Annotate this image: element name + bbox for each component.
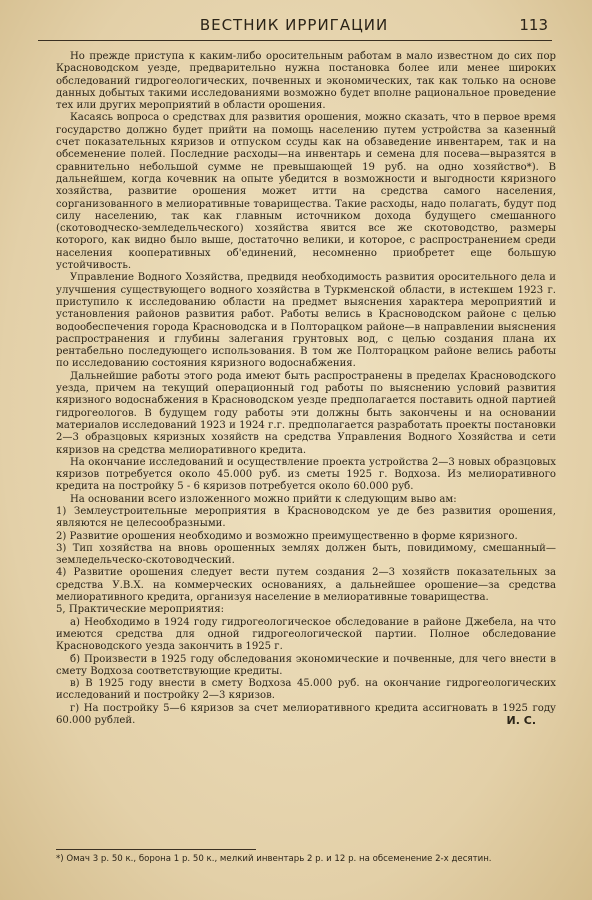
- footnote-rule: [56, 849, 256, 850]
- practical-heading: 5, Практические мероприятия:: [56, 604, 224, 616]
- paragraph-4: Дальнейшие работы этого рода имеют быть распространены в пределах Красноводского уезда, причем на текущий операционный год работы по выяснению условий развития кяризного водоснабжения в Красноводском уезде предполагается поставить одной партией гидрогеологов. В будущем году работы эти должны быть закончены и на основании материалов исследований 1923 и 1924 г.г. предполагается разработать проекты постановки 2—3 образцовых кяризных хозяйств на средства Управления Водного Хозяйства и сети кяризов на средства мелиоративного кредита.: [56, 370, 556, 456]
- conclusion-4: 4) Развитие орошения следует вести путем создания 2—3 хозяйств показательных за средства У.В.Х. на коммерческих основаниях, а дальнейшее орошение—за средства мелиоративного кредита, организуя население в мелиоративные товарищества.: [56, 567, 556, 604]
- practical-item-a: а) Необходимо в 1924 году гидрогеологическое обследование в районе Джебела, на что имеются средства для одной гидрогеологической партии. Полное обследование Красноводского уезда закончить в 1925 г.: [56, 616, 556, 653]
- footnote: *) Омач 3 р. 50 к., борона 1 р. 50 к., мелкий инвентарь 2 р. и 12 р. на обсеменение 2-х десятин.: [56, 854, 492, 864]
- conclusion-1: 1) Землеустроительные мероприятия в Красноводском уе де без развития орошения, являются не целесообразными.: [56, 505, 556, 530]
- practical-item-d-text: г) На постройку 5—6 кяризов за счет мелиоративного кредита ассигновать в 1925 году 60.000 рублей.: [56, 702, 556, 727]
- practical-item-b: б) Произвести в 1925 году обследования экономические и почвенные, для чего внести в смету Водхоза соответствующие кредиты.: [56, 653, 556, 677]
- paragraph-5: На окончание исследований и осуществление проекта устройства 2—3 новых образцовых кяризов потребуется около 45.000 руб. из сметы 1925 г. Водхоза. Из мелиоративного кредита на постройку 5 - 6 кяризов потребуется около 60.000 руб.: [56, 456, 556, 493]
- running-header: [40, 16, 548, 38]
- author-signature: И. С.: [506, 714, 536, 728]
- practical-item-d: [56, 703, 556, 728]
- conclusion-3: 3) Тип хозяйства на вновь орошенных землях должен быть, повидимому, смешанный—земледельческо-скотоводческий.: [56, 542, 556, 567]
- paragraph-6: На основании всего изложенного можно прийти к следующим выво ам:: [70, 493, 457, 505]
- paragraph-2: Касаясь вопроса о средствах для развития орошения, можно сказать, что в первое время государство должно будет прийти на помощь населению путем устройства за казенный счет показательных кяризов и отпуском ссуды как на обзаведение инвентарем, так и на обсеменение полей. Последние расходы—на инвентарь и семена для посева—выразятся в сравнительно небольшой сумме не превышающей 19 руб. на одно хозяйство*). В дальнейшем, когда кочевник на опыте убедится в возможности и выгодности кяризного хозяйства, развитие орошения может итти на средства самого населения, сорганизованного в мелиоративные товарищества. Такие расходы, надо полагать, будут под силу населению, так как главным источником дохода будущего смешанного (скотоводческо-земледельческого) хозяйства явится все же скотоводство, размеры которого, как видно было выше, достаточно велики, и которое, с распространением среди населения кооперативных об'единений, несомненно приобретет еще большую устойчивость.: [56, 112, 556, 272]
- practical-item-c: в) В 1925 году внести в смету Водхоза 45.000 руб. на окончание гидрогеологических исследований и постройку 2—3 кяризов.: [56, 678, 556, 702]
- article-body: [56, 51, 556, 727]
- paragraph-3: Управление Водного Хозяйства, предвидя необходимость развития оросительного дела и улучшения существующего водного хозяйства в Туркменской области, в истекшем 1923 г. приступило к исследованию области на предмет выяснения характера мероприятий и установления районов развития работ. Работы велись в Красноводском районе с целью водообеспечения города Красноводска и в Полторацком районе—в направлении выяснения распространения и глубины залегания грунтовых вод, с целью создания плана их рентабельно последующего использования. В том же Полторацком районе велись работы по исследованию состояния кяризного водоснабжения.: [56, 272, 556, 370]
- header-rule: [38, 40, 552, 41]
- page-number: 113: [519, 16, 548, 34]
- journal-title: ВЕСТНИК ИРРИГАЦИИ: [199, 16, 389, 34]
- paragraph-1: Но прежде приступа к каким-либо оросительным работам в мало известном до сих пор Красноводском уезде, предварительно нужна постановка более или менее широких обследований гидрогеологических, почвенных и экономических, так как только на основе данных добытых такими исследованиями возможно будет вполне рациональное проведение тех или других мероприятий в области орошения.: [56, 51, 556, 112]
- conclusion-2: 2) Развитие орошения необходимо и возможно преимущественно в форме кяризного.: [56, 530, 518, 542]
